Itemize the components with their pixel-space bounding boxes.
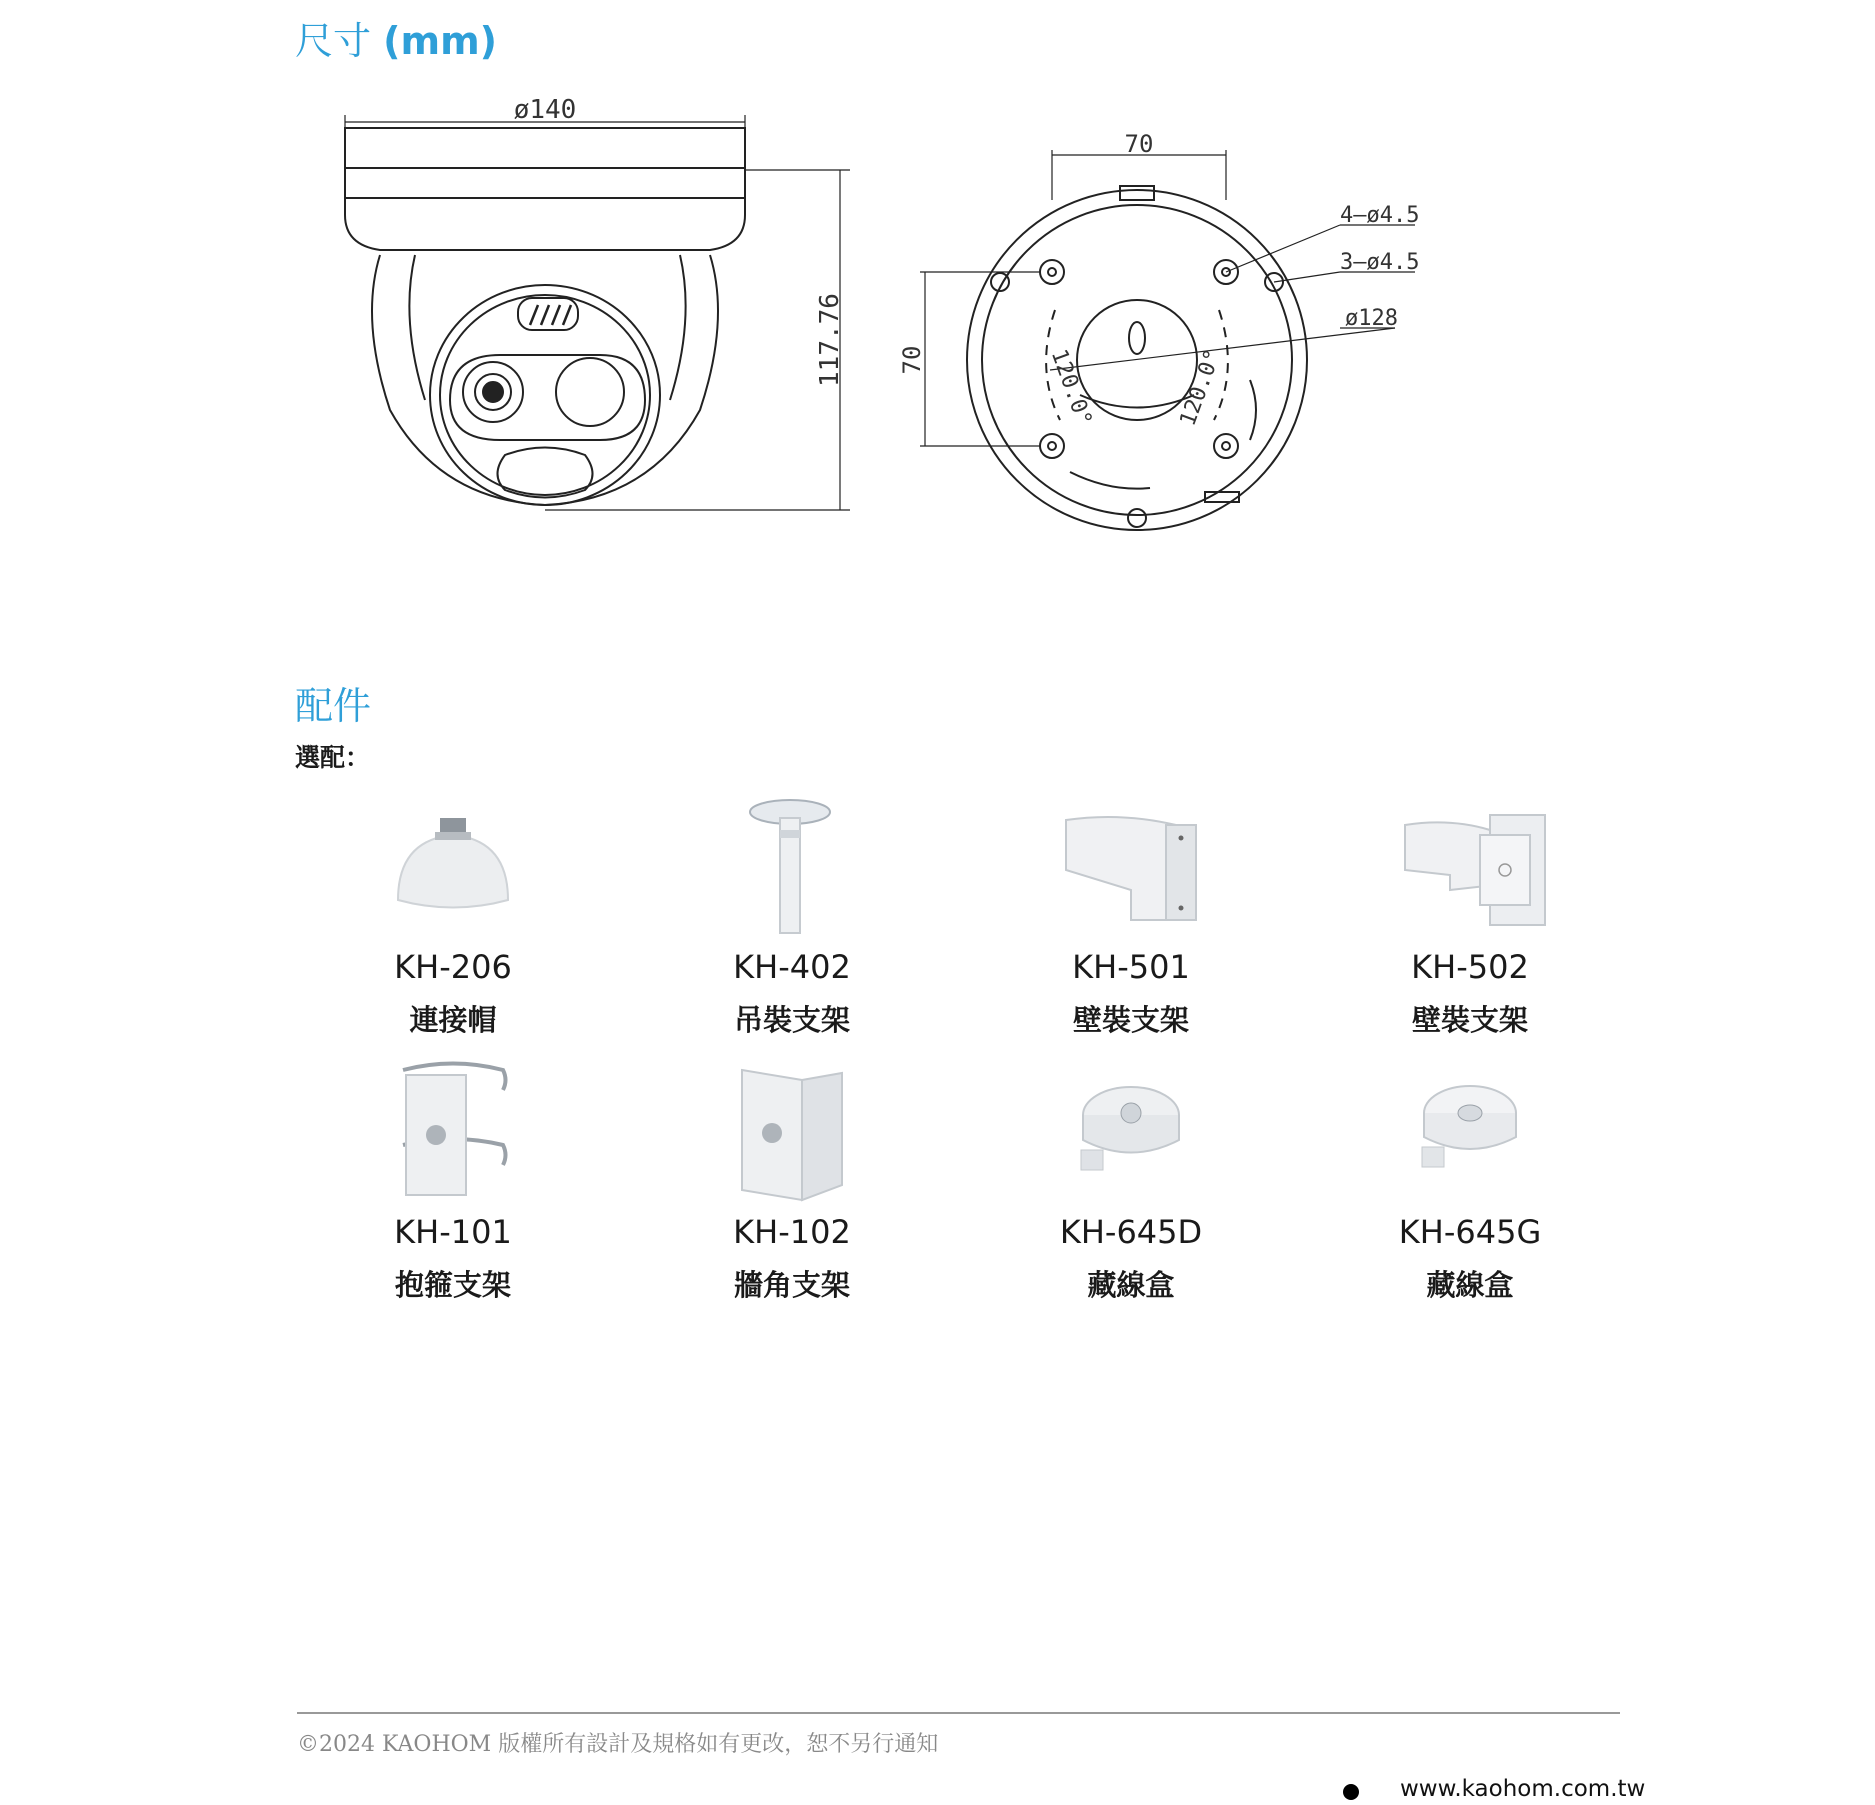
accessory-model: KH-206 [394, 948, 512, 986]
accessory-description: 牆角支架 [733, 1268, 850, 1302]
accessory-description: 抱箍支架 [394, 1268, 511, 1302]
accessory-description: 連接帽 [409, 1003, 497, 1037]
side-diameter-label: ø140 [513, 95, 577, 125]
dimensions-title: 尺寸 (mm) [295, 19, 498, 63]
accessory-card-kh-502 [1320, 790, 1620, 1039]
base-diameter-label: ø128 [1345, 306, 1398, 331]
base-width-label: 70 [1124, 130, 1154, 158]
wall-mount-image [981, 790, 1281, 940]
accessory-model: KH-645G [1398, 1213, 1542, 1251]
accessory-model: KH-502 [1411, 948, 1529, 986]
accessory-card-kh-402 [642, 790, 942, 1039]
wall-mount-box-image [1320, 790, 1620, 940]
accessory-card-kh-645d [981, 1055, 1281, 1304]
accessory-card-kh-101 [303, 1055, 603, 1304]
accessory-card-kh-645g [1320, 1055, 1620, 1304]
junction-box-image [1320, 1055, 1620, 1205]
hole-spec-b-label: 3–ø4.5 [1340, 250, 1420, 275]
bullet-icon [1343, 1784, 1359, 1800]
angle-left-label: 120.0° [1045, 346, 1097, 430]
pendant-cap-image [303, 790, 603, 940]
camera-side-view-drawing [330, 90, 860, 530]
accessory-card-kh-102 [642, 1055, 942, 1304]
base-height-label: 70 [898, 345, 926, 375]
accessory-description: 藏線盒 [1426, 1268, 1514, 1302]
accessory-model: KH-102 [733, 1213, 851, 1251]
copyright-notice: ©2024 KAOHOM 版權所有設計及規格如有更改，恕不另行通知 [297, 1732, 939, 1757]
accessory-card-kh-206 [303, 790, 603, 1039]
accessory-model: KH-501 [1072, 948, 1190, 986]
optional-label: 選配： [295, 743, 371, 772]
accessory-card-kh-501 [981, 790, 1281, 1039]
accessory-description: 壁裝支架 [1072, 1003, 1189, 1037]
accessory-model: KH-645D [1059, 1213, 1203, 1251]
angle-right-label: 120.0° [1175, 346, 1227, 430]
website-link[interactable]: www.kaohom.com.tw [1400, 1776, 1646, 1802]
side-height-label: 117.76 [815, 293, 845, 387]
hole-spec-a-label: 4–ø4.5 [1340, 203, 1420, 228]
junction-box-image [981, 1055, 1281, 1205]
accessory-description: 藏線盒 [1087, 1268, 1175, 1302]
corner-mount-image [642, 1055, 942, 1205]
accessory-description: 吊裝支架 [733, 1003, 850, 1037]
pole-mount-image [303, 1055, 603, 1205]
camera-base-view-drawing [880, 130, 1440, 550]
footer-divider [297, 1712, 1620, 1714]
accessory-description: 壁裝支架 [1411, 1003, 1528, 1037]
accessory-model: KH-101 [394, 1213, 512, 1251]
accessories-title: 配件 [295, 684, 372, 728]
pendant-mount-image [642, 790, 942, 940]
accessory-model: KH-402 [733, 948, 851, 986]
